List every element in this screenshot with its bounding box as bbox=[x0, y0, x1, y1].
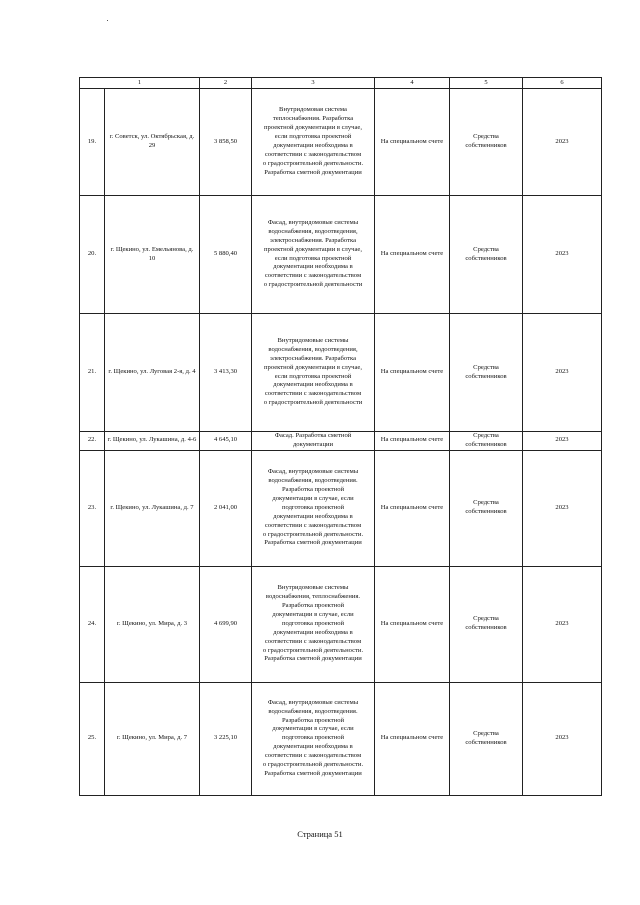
column-header-4: 4 bbox=[375, 78, 450, 89]
works-line: Фасад, внутридомовые системы bbox=[267, 218, 359, 226]
works-line: Разработка проектной bbox=[281, 486, 345, 494]
works-cell bbox=[252, 196, 375, 314]
address-cell: г. Щекино, ул. Мира, д. 7 bbox=[105, 682, 200, 795]
works-line: теплоснабжения. Разработка bbox=[272, 115, 354, 123]
year-cell: 2023 bbox=[523, 450, 602, 566]
works-line: документации необходима в bbox=[273, 263, 353, 271]
works-line: соответствии с законодательством bbox=[264, 390, 362, 398]
cost-cell: 3 413,30 bbox=[200, 314, 252, 432]
cost-cell: 3 858,50 bbox=[200, 89, 252, 196]
column-header-3: 3 bbox=[252, 78, 375, 89]
works-line: документации в случае, если bbox=[272, 725, 354, 733]
address-cell: г. Щекино, ул. Емельянова, д. 10 bbox=[105, 196, 200, 314]
row-number: 20. bbox=[80, 196, 105, 314]
works-line: соответствии с законодательством bbox=[264, 272, 362, 280]
works-line: Фасад, внутридомовые системы bbox=[267, 698, 359, 706]
column-header-2: 2 bbox=[200, 78, 252, 89]
row-number: 21. bbox=[80, 314, 105, 432]
row-number: 25. bbox=[80, 682, 105, 795]
works-line: документации bbox=[292, 440, 334, 448]
works-line: электроснабжения. Разработка bbox=[269, 354, 357, 362]
year-cell: 2023 bbox=[523, 566, 602, 682]
works-line: если подготовка проектной bbox=[274, 254, 352, 262]
works-line: подготовка проектной bbox=[281, 734, 345, 742]
cost-cell: 5 880,40 bbox=[200, 196, 252, 314]
account-cell: На специальном счете bbox=[375, 314, 450, 432]
cost-cell: 2 041,00 bbox=[200, 450, 252, 566]
address-cell: г. Щекино, ул. Лукашина, д. 4-6 bbox=[105, 432, 200, 451]
works-line: документации необходима в bbox=[273, 142, 353, 149]
works-line: Внутридомовые системы bbox=[277, 336, 349, 344]
works-line: соответствии с законодательством bbox=[264, 150, 362, 158]
scan-speck bbox=[107, 20, 108, 21]
works-line: документации необходима в bbox=[273, 381, 353, 389]
works-line: Внутридомовая система bbox=[279, 106, 347, 114]
page-number: Страница 51 bbox=[297, 829, 343, 839]
works-line: документации в случае, если bbox=[272, 610, 354, 618]
year-cell: 2023 bbox=[523, 314, 602, 432]
table-row bbox=[80, 566, 602, 682]
table-row bbox=[80, 450, 602, 566]
row-number: 23. bbox=[80, 450, 105, 566]
works-line: документации необходима в bbox=[273, 628, 353, 636]
account-cell: На специальном счете bbox=[375, 566, 450, 682]
works-line: соответствии с законодательством bbox=[264, 521, 362, 529]
works-line: проектной документации в случае, bbox=[264, 124, 362, 132]
table-row bbox=[80, 89, 602, 196]
works-line: электроснабжения. Разработка bbox=[269, 236, 357, 244]
address-cell: г. Щекино, ул. Луговая 2-я, д. 4 bbox=[105, 314, 200, 432]
works-line: водоснабжения, водоотведения, bbox=[268, 345, 358, 353]
works-line: Разработка проектной bbox=[281, 602, 345, 610]
column-header-6: 6 bbox=[523, 78, 602, 89]
works-line: о градостроительной деятельности. bbox=[262, 761, 364, 768]
funding-source-cell: Средства собственников bbox=[450, 566, 523, 682]
works-line: о градостроительной деятельности. bbox=[262, 646, 364, 654]
works-cell bbox=[252, 89, 375, 196]
account-cell: На специальном счете bbox=[375, 89, 450, 196]
works-line: документации в случае, если bbox=[272, 494, 354, 502]
repair-schedule-table bbox=[79, 77, 602, 796]
works-line: Разработка сметной документации bbox=[264, 655, 362, 663]
table-row bbox=[80, 196, 602, 314]
column-number-row bbox=[80, 78, 602, 89]
table-body bbox=[80, 89, 602, 796]
address-cell: г. Щекино, ул. Мира, д. 3 bbox=[105, 566, 200, 682]
year-cell: 2023 bbox=[523, 89, 602, 196]
works-line: соответствии с законодательством bbox=[264, 637, 362, 645]
works-cell bbox=[252, 432, 375, 451]
works-line: о градостроительной деятельности bbox=[263, 281, 363, 289]
account-cell: На специальном счете bbox=[375, 432, 450, 451]
funding-source-cell: Средства собственников bbox=[450, 682, 523, 795]
works-line: о градостроительной деятельности. bbox=[262, 530, 364, 538]
works-line: Внутридомовые системы bbox=[277, 584, 349, 592]
year-cell: 2023 bbox=[523, 682, 602, 795]
works-line: проектной документации в случае, bbox=[264, 245, 362, 253]
cost-cell: 4 645,10 bbox=[200, 432, 252, 451]
works-line: Фасад, внутридомовые системы bbox=[267, 468, 359, 476]
works-line: Разработка сметной документации bbox=[264, 539, 362, 547]
year-cell: 2023 bbox=[523, 432, 602, 451]
table-row bbox=[80, 432, 602, 451]
funding-source-cell: Средства собственников bbox=[450, 432, 523, 451]
cost-cell: 4 699,90 bbox=[200, 566, 252, 682]
works-cell bbox=[252, 682, 375, 795]
year-cell: 2023 bbox=[523, 196, 602, 314]
works-line: о градостроительной деятельности bbox=[263, 399, 363, 407]
cost-cell: 3 225,10 bbox=[200, 682, 252, 795]
works-line: Разработка сметной документации bbox=[264, 168, 362, 176]
row-number: 22. bbox=[80, 432, 105, 451]
account-cell: На специальном счете bbox=[375, 196, 450, 314]
works-line: водоснабжения, теплоснабжения. bbox=[265, 593, 361, 601]
works-line: если подготовка проектной bbox=[274, 133, 352, 141]
funding-source-cell: Средства собственников bbox=[450, 89, 523, 196]
works-line: водоснабжения, водоотведения. bbox=[268, 707, 358, 715]
works-line: водоснабжения, водоотведения. bbox=[268, 477, 358, 485]
works-line: документации необходима в bbox=[273, 743, 353, 751]
column-header-1: 1 bbox=[80, 78, 200, 89]
table-row bbox=[80, 314, 602, 432]
works-line: Разработка проектной bbox=[281, 716, 345, 724]
works-line: подготовка проектной bbox=[281, 503, 345, 511]
works-cell bbox=[252, 314, 375, 432]
column-header-5: 5 bbox=[450, 78, 523, 89]
works-cell bbox=[252, 566, 375, 682]
account-cell: На специальном счете bbox=[375, 450, 450, 566]
address-cell: г. Советск, ул. Октябрьская, д. 29 bbox=[105, 89, 200, 196]
works-line: Разработка сметной документации bbox=[264, 769, 362, 777]
table-row bbox=[80, 682, 602, 795]
row-number: 19. bbox=[80, 89, 105, 196]
works-line: о градостроительной деятельности. bbox=[262, 159, 364, 167]
works-line: если подготовка проектной bbox=[274, 372, 352, 380]
works-line: соответствии с законодательством bbox=[264, 752, 362, 760]
funding-source-cell: Средства собственников bbox=[450, 196, 523, 314]
works-line: подготовка проектной bbox=[281, 619, 345, 627]
works-line: документации необходима в bbox=[273, 512, 353, 520]
works-line: проектной документации в случае, bbox=[264, 363, 362, 371]
account-cell: На специальном счете bbox=[375, 682, 450, 795]
address-cell: г. Щекино, ул. Лукашина, д. 7 bbox=[105, 450, 200, 566]
row-number: 24. bbox=[80, 566, 105, 682]
funding-source-cell: Средства собственников bbox=[450, 314, 523, 432]
works-cell bbox=[252, 450, 375, 566]
funding-source-cell: Средства собственников bbox=[450, 450, 523, 566]
works-line: Фасад. Разработка сметной bbox=[274, 432, 352, 439]
works-line: водоснабжения, водоотведения, bbox=[268, 227, 358, 235]
